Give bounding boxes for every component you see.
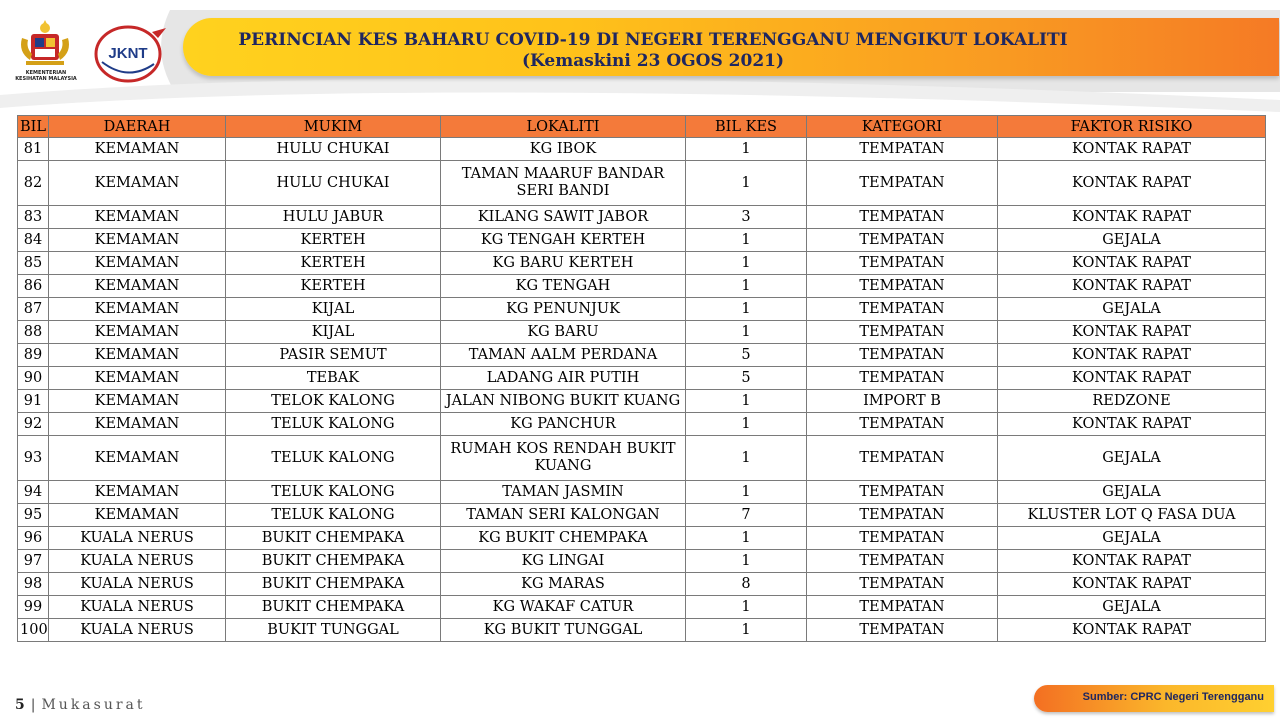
cell-bil: 81 (18, 138, 49, 161)
cell-mukim: HULU JABUR (226, 206, 441, 229)
cell-kategori: TEMPATAN (807, 252, 998, 275)
cell-bil-kes: 5 (686, 344, 807, 367)
cell-kategori: TEMPATAN (807, 206, 998, 229)
cell-kategori: TEMPATAN (807, 344, 998, 367)
table-row (18, 436, 1266, 481)
cell-lokaliti: KG PENUNJUK (441, 298, 686, 321)
cell-mukim: PASIR SEMUT (226, 344, 441, 367)
cell-mukim: BUKIT TUNGGAL (226, 619, 441, 642)
cell-daerah: KEMAMAN (49, 161, 226, 206)
table-row (18, 550, 1266, 573)
cell-mukim: TEBAK (226, 367, 441, 390)
cell-kategori: TEMPATAN (807, 321, 998, 344)
cell-daerah: KUALA NERUS (49, 527, 226, 550)
cell-mukim: TELUK KALONG (226, 436, 441, 481)
cell-daerah: KUALA NERUS (49, 550, 226, 573)
column-header-daerah: DAERAH (49, 116, 226, 138)
cell-kategori: TEMPATAN (807, 229, 998, 252)
table-row (18, 367, 1266, 390)
page-title-line1: PERINCIAN KES BAHARU COVID-19 DI NEGERI TERENGGANU MENGIKUT LOKALITI (238, 30, 1068, 50)
cell-bil-kes: 1 (686, 298, 807, 321)
column-header-mukim: MUKIM (226, 116, 441, 138)
table-row (18, 619, 1266, 642)
page-title-line2: (Kemaskini 23 OGOS 2021) (521, 51, 785, 71)
cell-daerah: KEMAMAN (49, 206, 226, 229)
cell-faktor-risiko: KLUSTER LOT Q FASA DUA (998, 504, 1266, 527)
cell-daerah: KEMAMAN (49, 138, 226, 161)
page-label: Mukasurat (41, 697, 146, 713)
cell-daerah: KEMAMAN (49, 252, 226, 275)
cell-kategori: TEMPATAN (807, 619, 998, 642)
table-row (18, 481, 1266, 504)
cell-lokaliti: RUMAH KOS RENDAH BUKIT KUANG (441, 436, 686, 481)
cell-lokaliti: KG BUKIT CHEMPAKA (441, 527, 686, 550)
case-details-table (17, 115, 1266, 642)
cell-mukim: HULU CHUKAI (226, 161, 441, 206)
column-header-bil: BIL (18, 116, 49, 138)
cell-bil-kes: 1 (686, 252, 807, 275)
cell-faktor-risiko: KONTAK RAPAT (998, 619, 1266, 642)
cell-bil-kes: 1 (686, 527, 807, 550)
cell-bil-kes: 8 (686, 573, 807, 596)
cell-daerah: KEMAMAN (49, 436, 226, 481)
cell-kategori: TEMPATAN (807, 481, 998, 504)
column-header-kategori: KATEGORI (807, 116, 998, 138)
cell-mukim: BUKIT CHEMPAKA (226, 527, 441, 550)
footer-separator: | (30, 697, 36, 713)
cell-bil: 99 (18, 596, 49, 619)
cell-bil-kes: 1 (686, 229, 807, 252)
cell-bil: 93 (18, 436, 49, 481)
cell-kategori: TEMPATAN (807, 138, 998, 161)
column-header-faktor-risiko: FAKTOR RISIKO (998, 116, 1266, 138)
cell-daerah: KEMAMAN (49, 321, 226, 344)
cell-kategori: IMPORT B (807, 390, 998, 413)
cell-faktor-risiko: KONTAK RAPAT (998, 206, 1266, 229)
table-row (18, 527, 1266, 550)
cell-bil-kes: 1 (686, 413, 807, 436)
cell-lokaliti: KG TENGAH KERTEH (441, 229, 686, 252)
source-badge (1034, 685, 1274, 712)
cell-mukim: HULU CHUKAI (226, 138, 441, 161)
cell-daerah: KEMAMAN (49, 367, 226, 390)
cell-faktor-risiko: KONTAK RAPAT (998, 344, 1266, 367)
cell-bil-kes: 3 (686, 206, 807, 229)
cell-bil: 85 (18, 252, 49, 275)
cell-mukim: TELUK KALONG (226, 481, 441, 504)
cell-lokaliti: JALAN NIBONG BUKIT KUANG (441, 390, 686, 413)
cell-faktor-risiko: KONTAK RAPAT (998, 275, 1266, 298)
cell-daerah: KEMAMAN (49, 298, 226, 321)
cell-lokaliti: TAMAN JASMIN (441, 481, 686, 504)
cell-daerah: KEMAMAN (49, 413, 226, 436)
cell-daerah: KEMAMAN (49, 275, 226, 298)
cell-faktor-risiko: GEJALA (998, 436, 1266, 481)
cell-kategori: TEMPATAN (807, 504, 998, 527)
cell-lokaliti: TAMAN SERI KALONGAN (441, 504, 686, 527)
table-body (18, 138, 1266, 642)
cell-faktor-risiko: KONTAK RAPAT (998, 252, 1266, 275)
cell-kategori: TEMPATAN (807, 596, 998, 619)
cell-bil: 95 (18, 504, 49, 527)
cell-faktor-risiko: GEJALA (998, 229, 1266, 252)
table-row (18, 298, 1266, 321)
cell-lokaliti: TAMAN AALM PERDANA (441, 344, 686, 367)
cell-faktor-risiko: GEJALA (998, 298, 1266, 321)
cell-faktor-risiko: KONTAK RAPAT (998, 550, 1266, 573)
cell-bil-kes: 7 (686, 504, 807, 527)
cell-lokaliti: KG PANCHUR (441, 413, 686, 436)
cell-bil: 96 (18, 527, 49, 550)
cell-bil-kes: 1 (686, 619, 807, 642)
cell-kategori: TEMPATAN (807, 413, 998, 436)
cell-lokaliti: KG BARU KERTEH (441, 252, 686, 275)
cell-faktor-risiko: KONTAK RAPAT (998, 321, 1266, 344)
cell-lokaliti: TAMAN MAARUF BANDAR SERI BANDI (441, 161, 686, 206)
cell-faktor-risiko: KONTAK RAPAT (998, 367, 1266, 390)
cell-bil-kes: 1 (686, 596, 807, 619)
cell-mukim: TELOK KALONG (226, 390, 441, 413)
cell-faktor-risiko: REDZONE (998, 390, 1266, 413)
table-row (18, 229, 1266, 252)
cell-bil-kes: 1 (686, 321, 807, 344)
cell-bil-kes: 1 (686, 481, 807, 504)
table-row (18, 390, 1266, 413)
cell-faktor-risiko: GEJALA (998, 596, 1266, 619)
cell-faktor-risiko: KONTAK RAPAT (998, 573, 1266, 596)
table-row (18, 138, 1266, 161)
source-text: Sumber: CPRC Negeri Terengganu (1082, 691, 1264, 703)
page-title (183, 30, 1123, 72)
cell-kategori: TEMPATAN (807, 367, 998, 390)
cell-bil-kes: 1 (686, 138, 807, 161)
table-row (18, 504, 1266, 527)
table-row (18, 321, 1266, 344)
cell-kategori: TEMPATAN (807, 436, 998, 481)
cell-lokaliti: KG LINGAI (441, 550, 686, 573)
cell-kategori: TEMPATAN (807, 550, 998, 573)
cell-bil: 94 (18, 481, 49, 504)
cell-bil: 87 (18, 298, 49, 321)
logo-group (10, 18, 170, 86)
cell-lokaliti: KG MARAS (441, 573, 686, 596)
column-header-lokaliti: LOKALITI (441, 116, 686, 138)
table-row (18, 573, 1266, 596)
table-row (18, 596, 1266, 619)
cell-lokaliti: LADANG AIR PUTIH (441, 367, 686, 390)
table-row (18, 413, 1266, 436)
cell-bil: 92 (18, 413, 49, 436)
cell-lokaliti: KG BARU (441, 321, 686, 344)
jknt-logo-mark: JKNT (108, 45, 148, 62)
cell-bil-kes: 1 (686, 161, 807, 206)
cell-mukim: BUKIT CHEMPAKA (226, 573, 441, 596)
cell-mukim: KERTEH (226, 275, 441, 298)
cell-bil-kes: 5 (686, 367, 807, 390)
page-number: 5 (15, 697, 25, 713)
cell-daerah: KUALA NERUS (49, 596, 226, 619)
cell-faktor-risiko: KONTAK RAPAT (998, 161, 1266, 206)
cell-kategori: TEMPATAN (807, 298, 998, 321)
cell-bil-kes: 1 (686, 550, 807, 573)
cell-bil-kes: 1 (686, 275, 807, 298)
column-header-bil-kes: BIL KES (686, 116, 807, 138)
table-row (18, 206, 1266, 229)
cell-daerah: KEMAMAN (49, 229, 226, 252)
table-row (18, 275, 1266, 298)
page-footer (15, 697, 146, 713)
table-row (18, 161, 1266, 206)
table-header-row (18, 116, 1266, 138)
cell-bil: 86 (18, 275, 49, 298)
cell-mukim: BUKIT CHEMPAKA (226, 550, 441, 573)
cell-mukim: TELUK KALONG (226, 504, 441, 527)
cell-faktor-risiko: KONTAK RAPAT (998, 413, 1266, 436)
cell-mukim: KIJAL (226, 321, 441, 344)
cell-bil: 88 (18, 321, 49, 344)
cell-lokaliti: KG TENGAH (441, 275, 686, 298)
cell-mukim: BUKIT CHEMPAKA (226, 596, 441, 619)
cell-bil-kes: 1 (686, 390, 807, 413)
cell-mukim: KIJAL (226, 298, 441, 321)
table-row (18, 252, 1266, 275)
cell-faktor-risiko: KONTAK RAPAT (998, 138, 1266, 161)
cell-bil: 98 (18, 573, 49, 596)
cell-kategori: TEMPATAN (807, 527, 998, 550)
cell-daerah: KEMAMAN (49, 504, 226, 527)
cell-lokaliti: KG IBOK (441, 138, 686, 161)
cell-daerah: KUALA NERUS (49, 573, 226, 596)
cell-bil-kes: 1 (686, 436, 807, 481)
cell-bil: 90 (18, 367, 49, 390)
cell-bil: 82 (18, 161, 49, 206)
cell-lokaliti: KG WAKAF CATUR (441, 596, 686, 619)
cell-bil: 89 (18, 344, 49, 367)
cell-bil: 100 (18, 619, 49, 642)
cell-bil: 83 (18, 206, 49, 229)
cell-bil: 91 (18, 390, 49, 413)
title-banner (183, 18, 1279, 76)
cell-faktor-risiko: GEJALA (998, 481, 1266, 504)
cell-lokaliti: KILANG SAWIT JABOR (441, 206, 686, 229)
cell-mukim: TELUK KALONG (226, 413, 441, 436)
cell-daerah: KEMAMAN (49, 344, 226, 367)
cell-kategori: TEMPATAN (807, 161, 998, 206)
cell-mukim: KERTEH (226, 252, 441, 275)
cell-kategori: TEMPATAN (807, 275, 998, 298)
cell-daerah: KUALA NERUS (49, 619, 226, 642)
cell-bil: 84 (18, 229, 49, 252)
cell-lokaliti: KG BUKIT TUNGGAL (441, 619, 686, 642)
cell-bil: 97 (18, 550, 49, 573)
jknt-logo (92, 24, 172, 90)
cell-kategori: TEMPATAN (807, 573, 998, 596)
kkm-caption: KEMENTERIAN KESIHATAN MALAYSIA (15, 70, 77, 82)
cell-daerah: KEMAMAN (49, 481, 226, 504)
cell-mukim: KERTEH (226, 229, 441, 252)
cell-daerah: KEMAMAN (49, 390, 226, 413)
table-row (18, 344, 1266, 367)
cell-faktor-risiko: GEJALA (998, 527, 1266, 550)
